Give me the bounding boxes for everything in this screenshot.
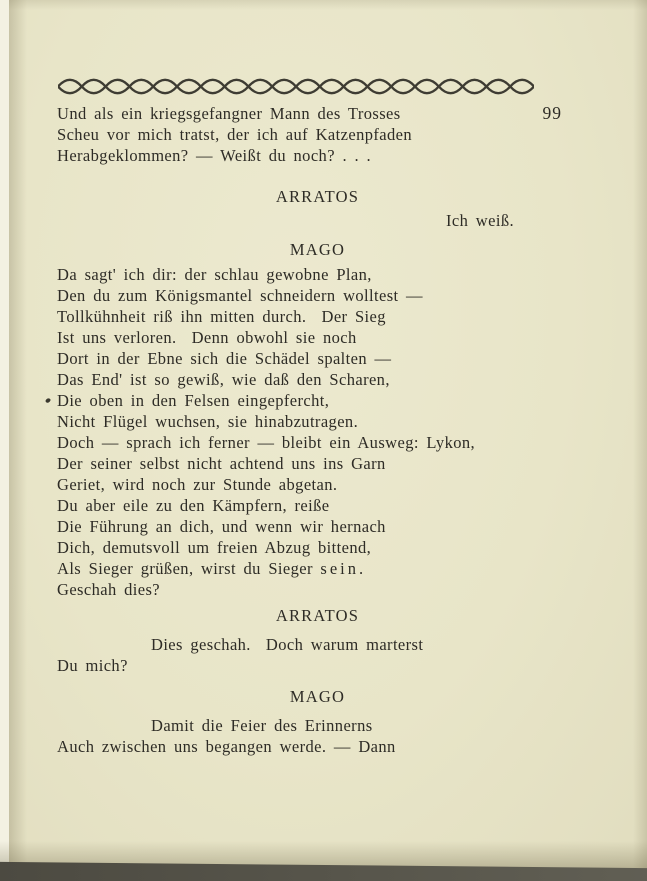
verse-text: Als Sieger grüßen, wirst du Sieger [57,559,321,578]
verse-line: Herabgeklommen? — Weißt du noch? . . . [57,146,372,165]
page-ornament [58,76,534,97]
page-edge-left-shadow [9,0,27,881]
verse-line: Scheu vor mich tratst, der ich auf Katzenpfaden [57,125,413,144]
verse-line: Doch — sprach ich ferner — bleibt ein Ausweg: Lykon, [57,433,476,452]
verse-text: . [359,559,364,578]
verse-line: Nicht Flügel wuchsen, sie hinabzutragen. [57,412,359,431]
verse-line: Damit die Feier des Erinnerns [151,716,373,735]
verse-line: Du mich? [57,656,128,675]
speaker-heading-arratos: ARRATOS [275,187,360,206]
verse-line: Die oben in den Felsen eingepfercht, [57,391,330,410]
verse-line: Ich weiß. [446,211,514,230]
first-line-row [57,103,578,124]
page-edge-left [0,0,9,881]
emphasized-word: sein [320,559,360,578]
verse-line-emphasis [57,558,578,579]
verse-line: Die Führung an dich, und wenn wir hernach [57,517,386,536]
verse-line: Geriet, wird noch zur Stunde abgetan. [57,475,338,494]
verse-line: Auch zwischen uns begangen werde. — Dann [57,737,396,756]
text-block [57,76,578,757]
verse-line: Der seiner selbst nicht achtend uns ins Garn [57,454,386,473]
page-number: 99 [542,103,562,123]
verse-line: Ist uns verloren. Denn obwohl sie noch [57,328,357,347]
verse-lines [57,264,578,558]
verse-line: Dich, demutsvoll um freien Abzug bittend, [57,538,372,557]
verse-line: Du aber eile zu den Kämpfern, reiße [57,496,330,515]
verse-line: Dies geschah. Doch warum marterst [151,635,424,654]
speaker-heading-arratos: ARRATOS [275,606,360,625]
verse-line: Den du zum Königsmantel schneidern wolltest — [57,286,423,305]
verse-line: Geschah dies? [57,580,161,599]
verse-line: Und als ein kriegsgefangner Mann des Trosses [57,104,401,123]
speaker-heading-mago: MAGO [289,687,346,706]
verse-line: Das End' ist so gewiß, wie daß den Scharen, [57,370,390,389]
page-edge-top-shadow [0,0,647,10]
verse-line: Tollkühnheit riß ihn mitten durch. Der Sieg [57,307,386,326]
ink-speck [45,397,51,403]
verse-line: Da sagt' ich dir: der schlau gewobne Plan, [57,265,372,284]
page-edge-right-shadow [633,0,647,881]
verse-line: Dort in der Ebne sich die Schädel spalten — [57,349,392,368]
speaker-heading-mago: MAGO [289,240,346,259]
